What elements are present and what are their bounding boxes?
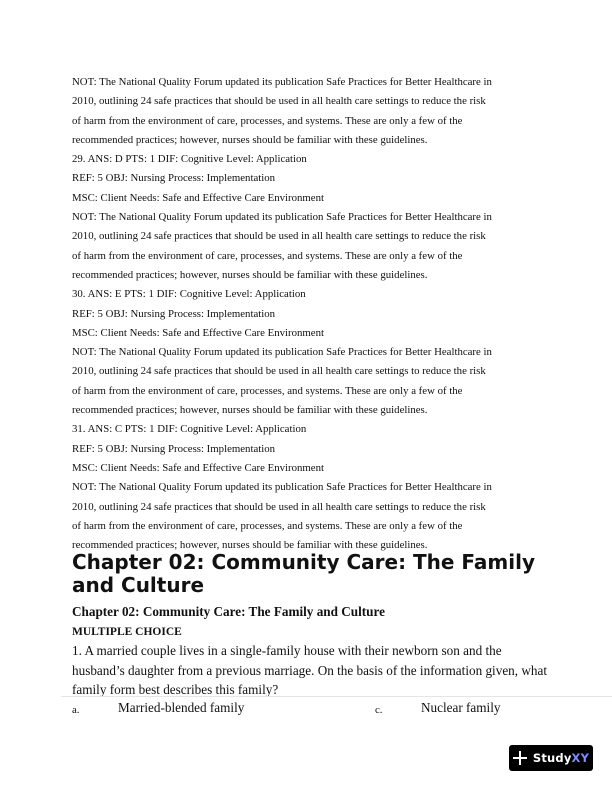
- paragraph-line: recommended practices; however, nurses should be familiar with these guidelines.: [72, 268, 428, 281]
- paragraph-line: 2010, outlining 24 safe practices that should be used in all health care settings to reduce the risk: [72, 365, 486, 378]
- option-letter: c.: [375, 704, 383, 716]
- paragraph-line: recommended practices; however, nurses should be familiar with these guidelines.: [72, 404, 428, 417]
- paragraph-line: NOT: The National Quality Forum updated its publication Safe Practices for Better Healthcare in: [72, 481, 492, 494]
- option-text: Married-blended family: [118, 700, 245, 715]
- paragraph-line: NOT: The National Quality Forum updated its publication Safe Practices for Better Healthcare in: [72, 76, 492, 88]
- reference-line: REF: 5 OBJ: Nursing Process: Implementation: [72, 442, 276, 455]
- reference-line: REF: 5 OBJ: Nursing Process: Implementation: [72, 172, 276, 185]
- answer-block-30: [72, 285, 552, 420]
- option-letter: a.: [72, 704, 80, 716]
- brand-logo: [533, 751, 589, 765]
- msc-line: MSC: Client Needs: Safe and Effective Care Environment: [72, 461, 324, 474]
- plus-icon: [513, 751, 527, 765]
- answer-block-31: [72, 420, 552, 555]
- rationale-paragraph: [72, 73, 552, 150]
- answer-line: 30. ANS: E PTS: 1 DIF: Cognitive Level: Application: [72, 288, 306, 301]
- divider: [61, 696, 612, 697]
- paragraph-line: 2010, outlining 24 safe practices that should be used in all health care settings to reduce the risk: [72, 500, 486, 513]
- chapter-subheading: Chapter 02: Community Care: The Family and Culture: [72, 604, 385, 619]
- reference-line: REF: 5 OBJ: Nursing Process: Implementation: [72, 307, 276, 320]
- msc-line: MSC: Client Needs: Safe and Effective Care Environment: [72, 326, 324, 339]
- answer-key-section: [72, 73, 552, 555]
- option-text: Nuclear family: [421, 700, 501, 715]
- paragraph-line: NOT: The National Quality Forum updated its publication Safe Practices for Better Healthcare in: [72, 346, 492, 359]
- paragraph-line: of harm from the environment of care, processes, and systems. These are only a few of the: [72, 114, 463, 127]
- msc-line: MSC: Client Needs: Safe and Effective Care Environment: [72, 191, 324, 204]
- paragraph-line: NOT: The National Quality Forum updated its publication Safe Practices for Better Healthcare in: [72, 211, 492, 224]
- studyxy-badge[interactable]: [509, 745, 593, 771]
- brand-main: Study: [532, 751, 572, 765]
- answer-line: 29. ANS: D PTS: 1 DIF: Cognitive Level: Application: [72, 153, 307, 166]
- paragraph-line: 2010, outlining 24 safe practices that should be used in all health care settings to reduce the risk: [72, 95, 486, 108]
- paragraph-line: of harm from the environment of care, processes, and systems. These are only a few of the: [72, 249, 463, 262]
- paragraph-line: recommended practices; however, nurses should be familiar with these guidelines.: [72, 133, 428, 146]
- paragraph-line: 2010, outlining 24 safe practices that should be used in all health care settings to reduce the risk: [72, 230, 486, 243]
- answer-line: 31. ANS: C PTS: 1 DIF: Cognitive Level: Application: [72, 423, 307, 436]
- answer-block-29: [72, 150, 552, 285]
- paragraph-line: of harm from the environment of care, processes, and systems. These are only a few of the: [72, 384, 463, 397]
- chapter-heading: Chapter 02: Community Care: The Family and Culture: [72, 550, 536, 597]
- paragraph-line: of harm from the environment of care, processes, and systems. These are only a few of the: [72, 519, 463, 532]
- paragraph-line: recommended practices; however, nurses should be familiar with these guidelines.: [72, 539, 428, 552]
- question-text: 1. A married couple lives in a single-family house with their newborn son and the husband’s daughter from a previous marriage. On the basis of the information given, what family form best describes this family?: [72, 643, 547, 698]
- brand-accent: XY: [571, 751, 590, 765]
- section-label: MULTIPLE CHOICE: [72, 626, 182, 638]
